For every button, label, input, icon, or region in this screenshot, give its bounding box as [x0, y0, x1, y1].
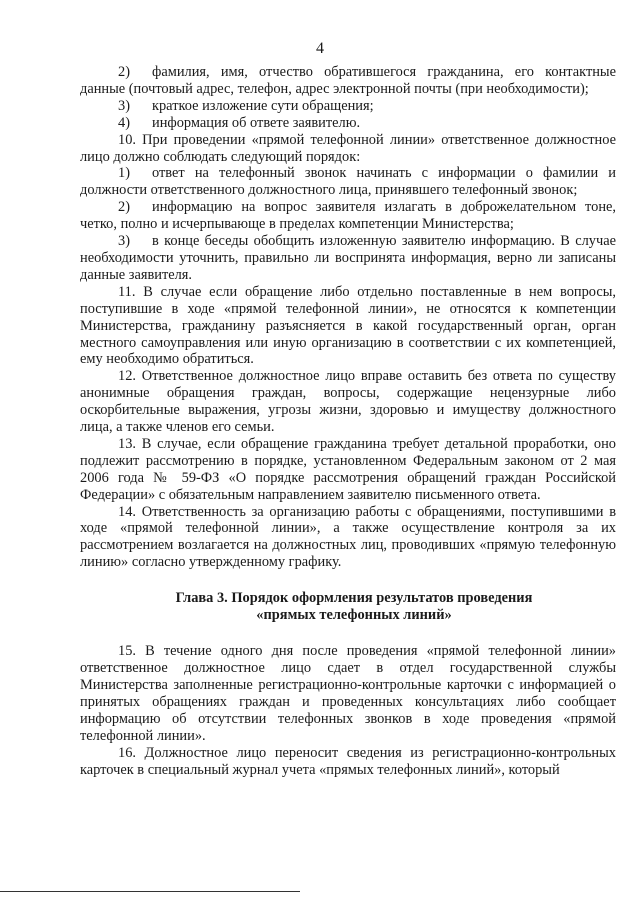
page-number: 4: [316, 40, 324, 57]
list-item-text: фамилия, имя, отчество обратившегося гражданина, его контактные данные (почтовый адрес, телефон, адрес электронной почты (при необходимости);: [80, 64, 616, 97]
paragraph-12: 12. Ответственное должностное лицо вправе оставить без ответа по существу анонимные обращения граждан, вопросы, содержащие нецензурные либо оскорбительные выражения, угрозы жизни, здоровью и имуществу должностного лица, а также членов его семьи.: [80, 368, 616, 436]
chapter-heading-line-2: «прямых телефонных линий»: [256, 607, 452, 624]
list-item-1-phone-answer: [80, 165, 616, 199]
list-item-2-information: [80, 199, 616, 233]
list-item-number: 3): [118, 97, 130, 114]
list-item-number: 2): [118, 199, 130, 216]
list-item-3-summary-conversation: [80, 233, 616, 284]
paragraph-11: 11. В случае если обращение либо отдельно поставленные в нем вопросы, поступившие в ходе «прямой телефонной линии», не относятся к компетенции Министерства, гражданину разъясняется в какой государственный орган, орган местного самоуправления или иную организацию в соответствии с их компетенцией, ему необходимо обратиться.: [80, 283, 616, 368]
paragraph-10: 10. При проведении «прямой телефонной линии» ответственное должностное лицо должно соблюдать следующий порядок:: [80, 131, 616, 165]
list-item-2-contact: [80, 64, 616, 98]
list-item-3-summary: [80, 98, 616, 115]
document-body: [80, 64, 616, 778]
paragraph-14: 14. Ответственность за организацию работы с обращениями, поступившими в ходе «прямой телефонной линии», а также осуществление контроля за их рассмотрением возлагается на должностных лиц, проводивших «прямую телефонную линию» согласно утвержденному графику.: [80, 503, 616, 571]
list-item-text: информацию на вопрос заявителя излагать в доброжелательном тоне, четко, полно и исчерпывающе в пределах компетенции Министерства;: [80, 199, 616, 233]
paragraph-16: 16. Должностное лицо переносит сведения из регистрационно-контрольных карточек в специальный журнал учета «прямых телефонных линий», который: [80, 744, 616, 778]
list-item-text: краткое изложение сути обращения;: [152, 97, 374, 114]
footer-divider: [0, 891, 300, 892]
chapter-3-heading: [80, 590, 616, 624]
paragraph-13: 13. В случае, если обращение гражданина требует детальной проработки, оно подлежит рассмотрению в порядке, установленном Федеральным законом от 2 мая 2006 года № 59-ФЗ «О порядке рассмотрения обращений граждан Российской Федерации» с обязательным направлением заявителю письменного ответа.: [80, 435, 616, 503]
list-item-text: ответ на телефонный звонок начинать с информации о фамилии и должности ответственного должностного лица, принявшего телефонный звонок;: [80, 165, 616, 199]
list-item-number: 3): [118, 233, 130, 250]
list-item-4-answer: [80, 115, 616, 132]
list-item-text: информация об ответе заявителю.: [152, 114, 361, 131]
list-item-number: 2): [118, 64, 130, 80]
paragraph-15: 15. В течение одного дня после проведения «прямой телефонной линии» ответственное должностное лицо сдает в отдел государственной службы Министерства заполненные регистрационно-контрольные карточки с информацией о принятых обращениях граждан и проведенных консультациях либо сообщает информацию об отсутствии телефонных звонков в ходе проведения «прямой телефонной линии».: [80, 643, 616, 744]
list-item-text: в конце беседы обобщить изложенную заявителю информацию. В случае необходимости уточнить, правильно ли воспринята информация, верно ли записаны данные заявителя.: [80, 233, 616, 283]
chapter-heading-line-1: Глава 3. Порядок оформления результатов проведения: [175, 590, 533, 607]
list-item-number: 4): [118, 114, 130, 131]
list-item-number: 1): [118, 165, 130, 182]
